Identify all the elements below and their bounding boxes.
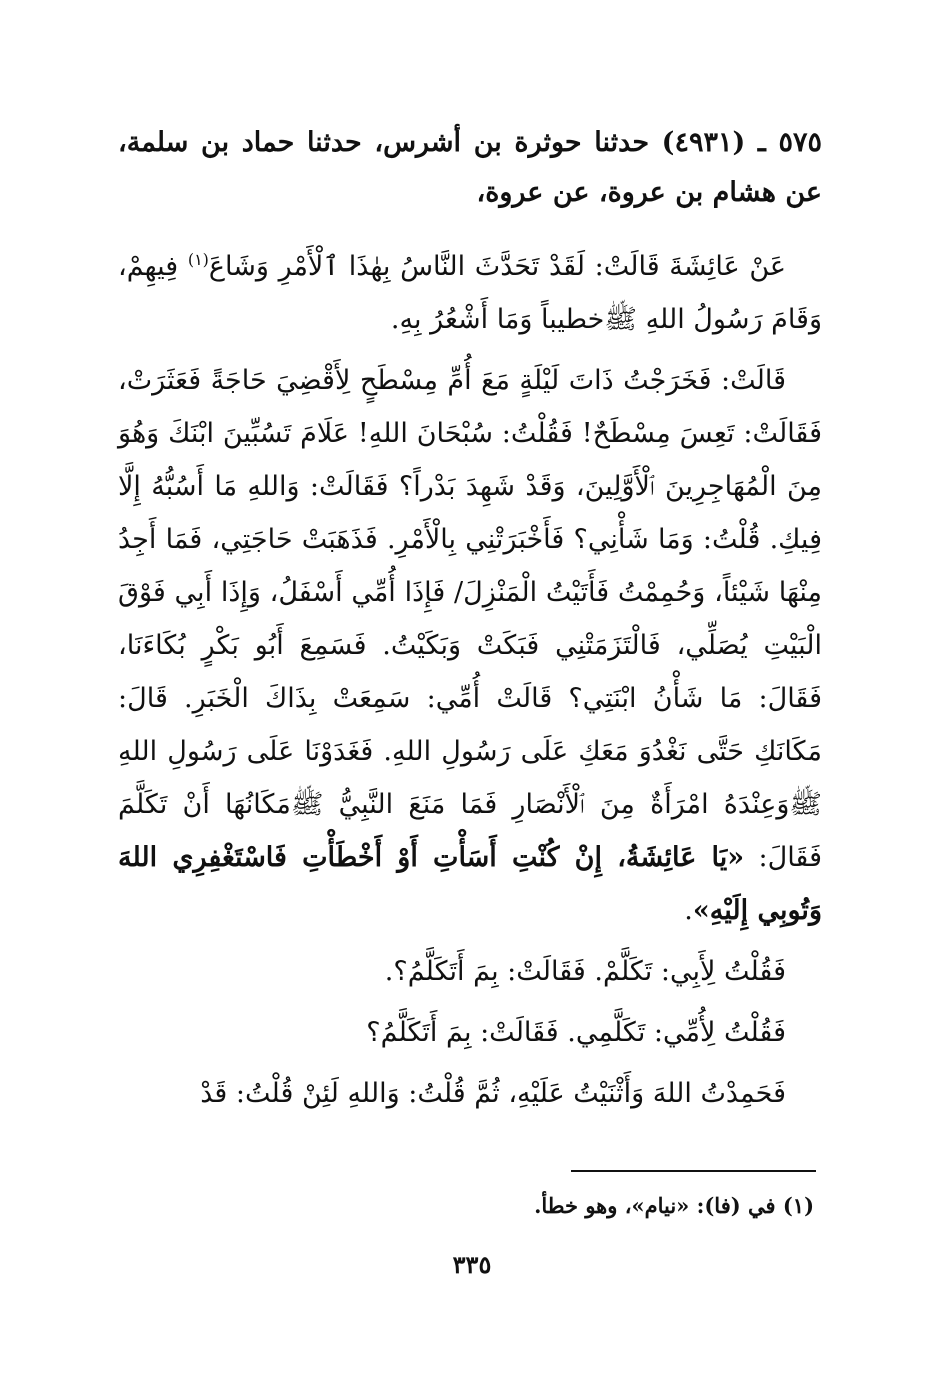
hadith-heading: ٥٧٥ ـ (٤٩٣١) حدثنا حوثرة بن أشرس، حدثنا حماد بن سلمة، عن هشام بن عروة، عن عروة،	[118, 127, 822, 208]
paragraph-1-text-continued: فِيهِمْ، وَقَامَ رَسُولُ اللهِ ﷺخطيباً وَمَا أَشْعُرُ بِهِ.	[118, 251, 822, 335]
paragraph-2-text: قَالَتْ: فَخَرَجْتُ ذَاتَ لَيْلَةٍ مَعَ أُمِّ مِسْطَحٍ لِأَقْضِيَ حَاجَةً فَعَثَرَتْ، فَقَالَتْ: تَعِسَ مِسْطَحٌ! فَقُلْتُ: سُبْحَانَ اللهِ! عَلَامَ تَسُبِّينَ ابْنَكَ وَهُوَ مِنَ الْمُهَاجِرِينَ ٱلْأَوَّلِينَ، وَقَدْ شَهِدَ بَدْراً؟ فَقَالَتْ: وَاللهِ مَا أَسُبُّهُ إِلَّا فِيكِ. قُلْتُ: وَمَا شَأْنِي؟ فَأَخْبَرَتْنِي بِالْأَمْرِ. فَذَهَبَتْ حَاجَتِي، فَمَا أَجِدُ مِنْهَا شَيْئاً، وَحُمِمْتُ فَأَتَيْتُ الْمَنْزِلَ/ فَإِذَا أُمِّي أَسْفَلُ، وَإِذَا أَبِي فَوْقَ الْبَيْتِ يُصَلِّي، فَالْتَزَمَتْنِي فَبَكَتْ وَبَكَيْتُ. فَسَمِعَ أَبُو بَكْرٍ بُكَاءَنَا، فَقَالَ: مَا شَأْنُ ابْنَتِي؟ قَالَتْ أُمِّي: سَمِعَتْ بِذَاكَ الْخَبَرِ. قَالَ: مَكَانَكِ حَتَّى نَغْدُوَ مَعَكِ عَلَى رَسُولِ اللهِ. فَغَدَوْنَا عَلَى رَسُولِ اللهِ ﷺوَعِنْدَهُ امْرَأَةٌ مِنَ ٱلْأَنْصَارِ فَمَا مَنَعَ النَّبِيُّ ﷺمَكَانُهَا أَنْ تَكَلَّمَ فَقَالَ:	[118, 365, 822, 873]
paragraph-2-end: .	[684, 895, 693, 926]
paragraph-4: فَقُلْتُ لِأُمِّي: تَكَلَّمِي. فَقَالَتْ: بِمَ أَتَكَلَّمُ؟	[366, 1017, 786, 1048]
page-number: ٣٣٥	[452, 1250, 492, 1279]
hadith-body	[118, 240, 822, 1120]
paragraph-1-text: عَنْ عَائِشَةَ قَالَتْ: لَقَدْ تَحَدَّثَ النَّاسُ بِهٰذَا ٱلْأَمْرِ وَشَاعَ	[208, 251, 786, 282]
footnote-reference: (١)	[187, 250, 209, 269]
paragraph-1	[118, 240, 822, 346]
paragraph-2	[118, 354, 822, 937]
paragraph-5: فَحَمِدْتُ اللهَ وَأَثْنَيْتُ عَلَيْهِ، ثُمَّ قُلْتُ: وَاللهِ لَئِنْ قُلْتُ: قَدْ	[200, 1078, 786, 1109]
footnote-divider	[571, 1170, 816, 1172]
footnote: (١) في (فا): «نيام»، وهو خطأ.	[534, 1193, 814, 1218]
prophet-speech: «يَا عَائِشَةُ، إِنْ كُنْتِ أَسَأْتِ أَوْ أَخْطَأْتِ فَاسْتَغْفِرِي اللهَ وَتُوبِي إِلَيْهِ»	[118, 842, 822, 926]
paragraph-3: فَقُلْتُ لِأَبِي: تَكَلَّمْ. فَقَالَتْ: بِمَ أَتَكَلَّمُ؟.	[384, 956, 786, 987]
